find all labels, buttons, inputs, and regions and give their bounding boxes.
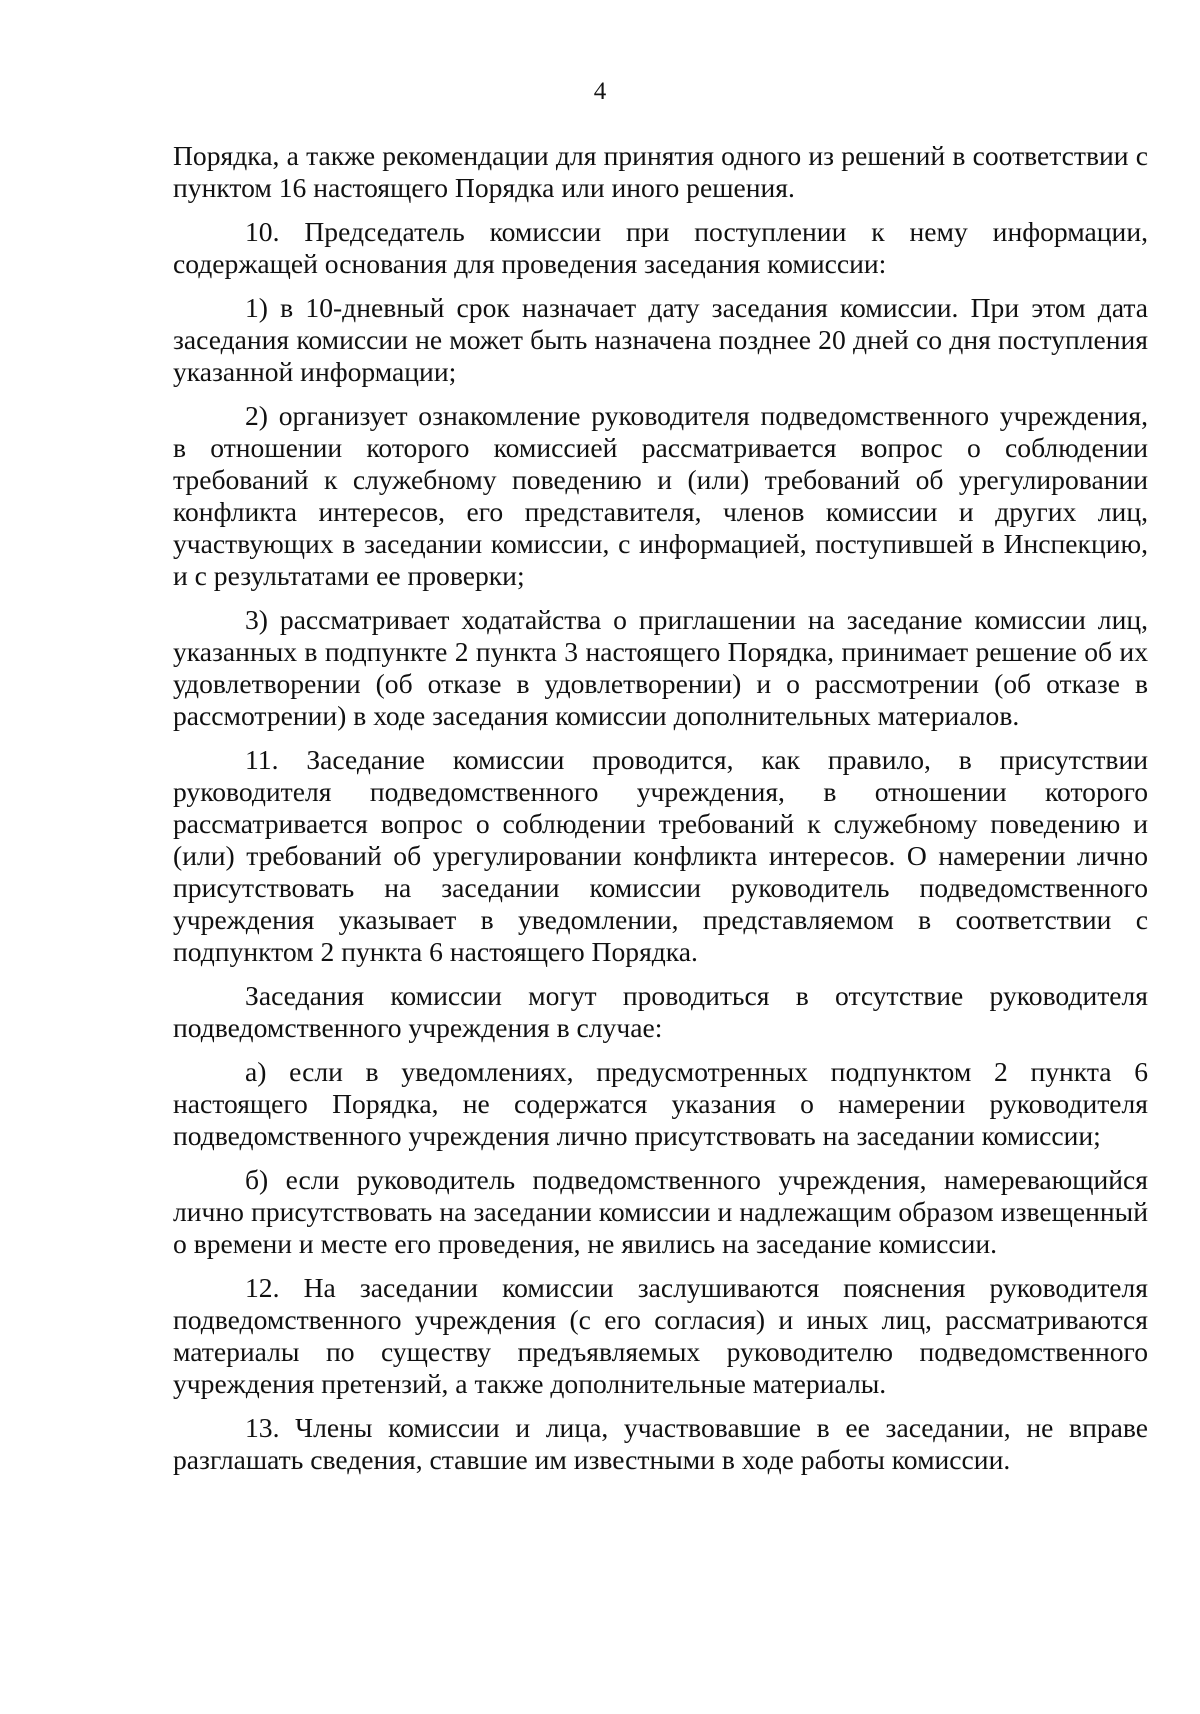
paragraph-item-10: 10. Председатель комиссии при поступлении к нему информации, содержащей основания для проведения заседания комиссии: — [173, 216, 1148, 279]
subitem-a: а) если в уведомлениях, предусмотренных подпунктом 2 пункта 6 настоящего Порядка, не содержатся указания о намерении руководителя подведомственного учреждения лично присутствовать на заседании комиссии; — [173, 1056, 1148, 1151]
subitem-1: 1) в 10-дневный срок назначает дату заседания комиссии. При этом дата заседания комиссии не может быть назначена позднее 20 дней со дня поступления указанной информации; — [173, 292, 1148, 387]
paragraph-item-13: 13. Члены комиссии и лица, участвовавшие в ее заседании, не вправе разглашать сведения, ставшие им известными в ходе работы комиссии. — [173, 1412, 1148, 1475]
page-number: 4 — [593, 78, 607, 105]
subitem-b: б) если руководитель подведомственного учреждения, намеревающийся лично присутствовать на заседании комиссии и надлежащим образом извещенный о времени и месте его проведения, не явились на заседание комиссии. — [173, 1164, 1148, 1259]
document-body — [173, 140, 1148, 1488]
subitem-2: 2) организует ознакомление руководителя подведомственного учреждения, в отношении которого комиссией рассматривается вопрос о соблюдении требований к служебному поведению и (или) требований об урегулировании конфликта интересов, его представителя, членов комиссии и других лиц, участвующих в заседании комиссии, с информацией, поступившей в Инспекцию, и с результатами ее проверки; — [173, 400, 1148, 591]
paragraph-item-11: 11. Заседание комиссии проводится, как правило, в присутствии руководителя подведомственного учреждения, в отношении которого рассматривается вопрос о соблюдении требований к служебному поведению и (или) требований об урегулировании конфликта интересов. О намерении лично присутствовать на заседании комиссии руководитель подведомственного учреждения указывает в уведомлении, представляемом в соответствии с подпунктом 2 пункта 6 настоящего Порядка. — [173, 744, 1148, 967]
paragraph-continuation: Порядка, а также рекомендации для принятия одного из решений в соответствии с пунктом 16 настоящего Порядка или иного решения. — [173, 140, 1148, 203]
subitem-3: 3) рассматривает ходатайства о приглашении на заседание комиссии лиц, указанных в подпункте 2 пункта 3 настоящего Порядка, принимает решение об их удовлетворении (об отказе в удовлетворении) и о рассмотрении (об отказе в рассмотрении) в ходе заседания комиссии дополнительных материалов. — [173, 604, 1148, 731]
paragraph-item-12: 12. На заседании комиссии заслушиваются пояснения руководителя подведомственного учреждения (с его согласия) и иных лиц, рассматриваются материалы по существу предъявляемых руководителю подведомственного учреждения претензий, а также дополнительные материалы. — [173, 1272, 1148, 1399]
paragraph-absence-cases: Заседания комиссии могут проводиться в отсутствие руководителя подведомственного учреждения в случае: — [173, 980, 1148, 1043]
